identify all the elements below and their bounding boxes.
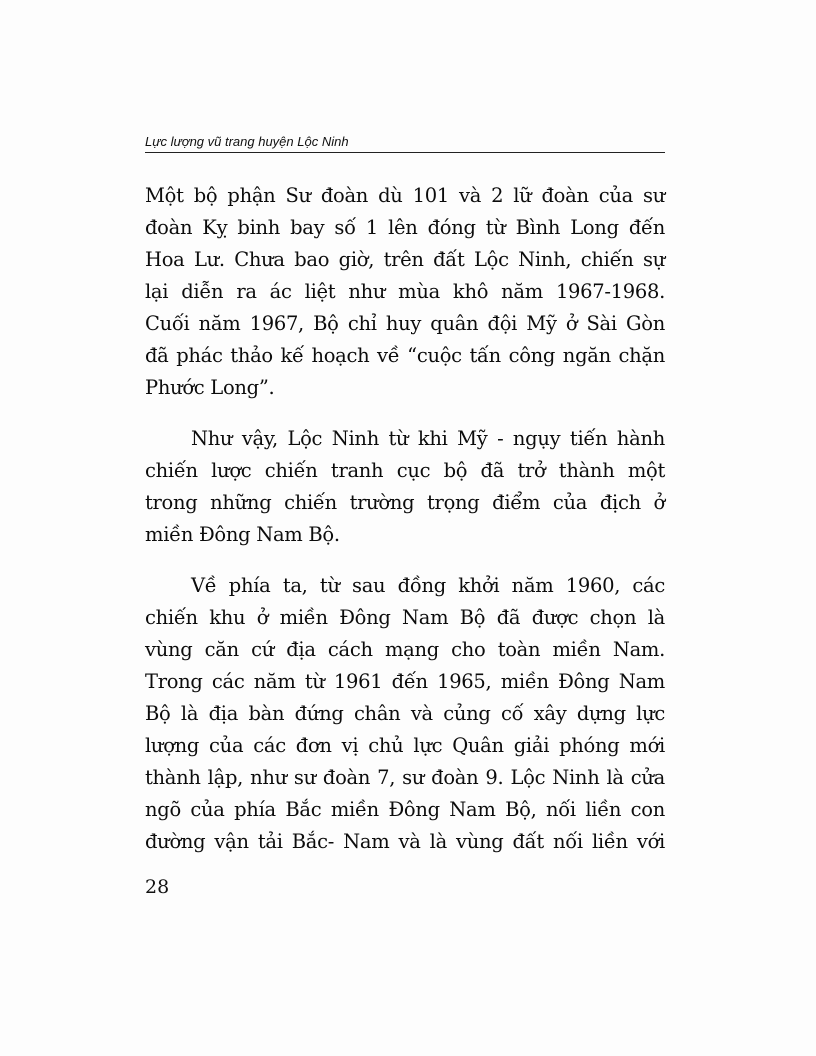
header-rule (145, 152, 665, 153)
text-line: thành lập, như sư đoàn 7, sư đoàn 9. Lộc Ninh là cửa (145, 766, 665, 789)
text-line: lượng của các đơn vị chủ lực Quân giải phóng mới (145, 734, 665, 757)
text-line: trong những chiến trường trọng điểm của địch ở (145, 491, 665, 514)
text-line: Hoa Lư. Chưa bao giờ, trên đất Lộc Ninh, chiến sự (145, 248, 665, 271)
paragraph (145, 570, 665, 858)
paragraph (145, 423, 665, 551)
text-line: đoàn Kỵ binh bay số 1 lên đóng từ Bình Long đến (145, 216, 665, 239)
text-line: ngõ của phía Bắc miền Đông Nam Bộ, nối liền con (145, 798, 665, 821)
body-text (145, 180, 665, 877)
text-line: Cuối năm 1967, Bộ chỉ huy quân đội Mỹ ở Sài Gòn (145, 312, 665, 335)
text-line: Về phía ta, từ sau đồng khởi năm 1960, các (191, 574, 665, 597)
text-line: vùng căn cứ địa cách mạng cho toàn miền Nam. (145, 638, 665, 661)
text-line: đường vận tải Bắc- Nam và là vùng đất nối liền với (145, 830, 665, 853)
text-line: Phước Long”. (145, 376, 275, 399)
text-line: miền Đông Nam Bộ. (145, 523, 340, 546)
running-head: Lực lượng vũ trang huyện Lộc Ninh (145, 134, 349, 149)
text-line: Bộ là địa bàn đứng chân và củng cố xây dựng lực (145, 702, 665, 725)
paragraph (145, 180, 665, 404)
page-number: 28 (145, 876, 170, 898)
text-line: chiến lược chiến tranh cục bộ đã trở thành một (145, 459, 665, 482)
text-line: Một bộ phận Sư đoàn dù 101 và 2 lữ đoàn của sư (145, 184, 665, 207)
text-line: đã phác thảo kế hoạch về “cuộc tấn công ngăn chặn (145, 344, 665, 367)
text-line: chiến khu ở miền Đông Nam Bộ đã được chọn là (145, 606, 665, 629)
text-line: Như vậy, Lộc Ninh từ khi Mỹ - ngụy tiến hành (191, 427, 665, 450)
text-line: Trong các năm từ 1961 đến 1965, miền Đông Nam (145, 670, 665, 693)
text-line: lại diễn ra ác liệt như mùa khô năm 1967-1968. (145, 280, 665, 303)
